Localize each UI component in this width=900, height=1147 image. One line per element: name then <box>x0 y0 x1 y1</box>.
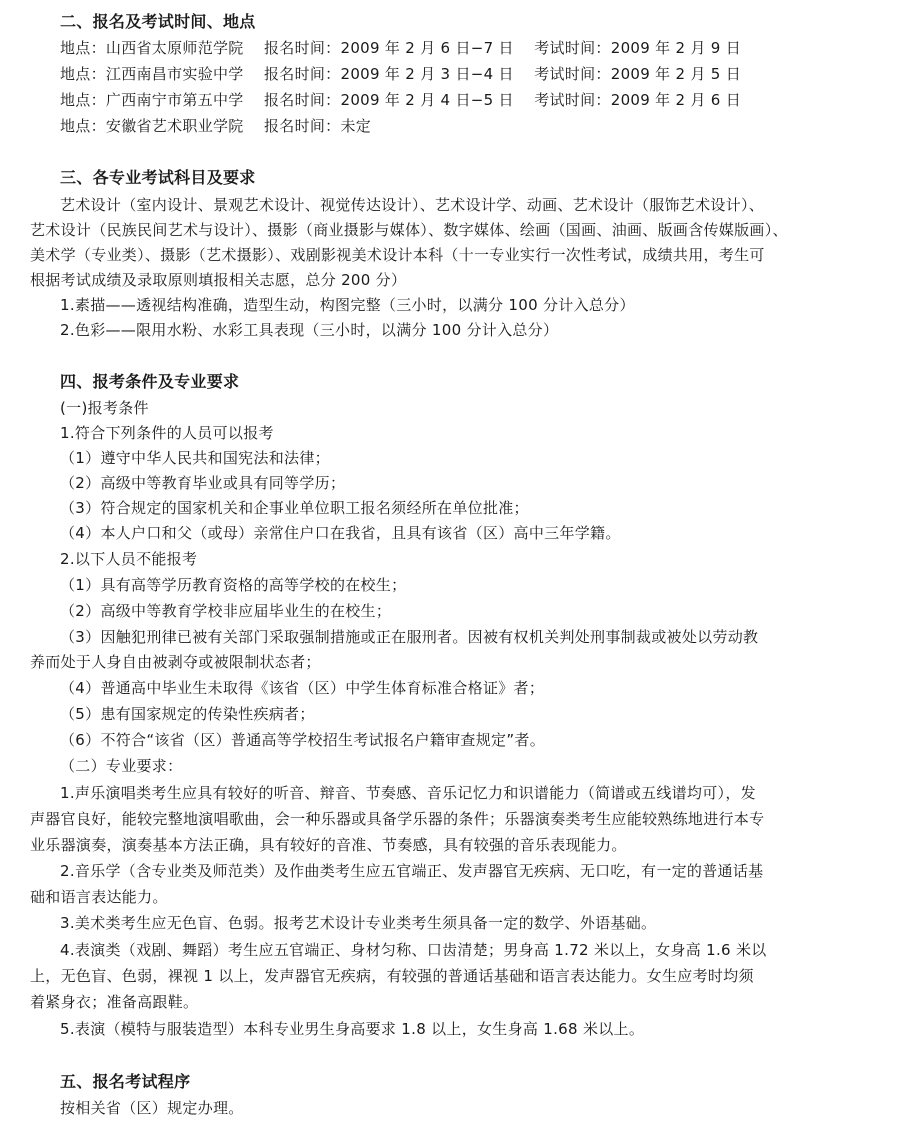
exam-item-color: 2.色彩——限用水粉、水彩工具表现（三小时，以满分 100 分计入总分） <box>60 321 559 339</box>
conditions-line: （5）患有国家规定的传染性疾病者； <box>60 705 315 723</box>
conditions-line: （1）遵守中华人民共和国宪法和法律； <box>60 449 330 467</box>
conditions-line: (一)报考条件 <box>60 399 149 417</box>
conditions-line: 2.以下人员不能报考 <box>60 550 198 568</box>
subjects-paragraph-line: 艺术设计（室内设计、景观艺术设计、视觉传达设计）、艺术设计学、动画、艺术设计（服饰艺术设计）、 <box>60 196 765 214</box>
conditions-line: （3）因触犯刑律已被有关部门采取强制措施或正在服刑者。因被有权机关判处刑事制裁或被处以劳动教 <box>60 628 759 646</box>
subjects-paragraph-line: 艺术设计（民族民间艺术与设计）、摄影（商业摄影与媒体）、数字媒体、绘画（国画、油画、版画含传媒版画）、 <box>30 221 788 239</box>
conditions-line: （6）不符合“该省（区）普通高等学校招生考试报名户籍审查规定”者。 <box>60 731 545 749</box>
section-heading-subjects: 三、各专业考试科目及要求 <box>60 168 256 187</box>
requirements-line: 5.表演（模特与服装造型）本科专业男生身高要求 1.8 以上，女生身高 1.68 米以上。 <box>60 1020 645 1038</box>
conditions-line: 养而处于人身自由被剥夺或被限制状态者； <box>30 653 321 671</box>
conditions-line: （3）符合规定的国家机关和企事业单位职工报名须经所在单位批准； <box>60 499 529 517</box>
section-heading-conditions: 四、报考条件及专业要求 <box>60 372 240 391</box>
requirements-line: 业乐器演奏，演奏基本方法正确，具有较好的音准、节奏感，具有较强的音乐表现能力。 <box>30 836 627 854</box>
requirements-line: 4.表演类（戏剧、舞蹈）考生应五官端正、身材匀称、口齿清楚；男身高 1.72 米以上，女身高 1.6 米以 <box>60 941 767 959</box>
location-row-2: 地点：江西南昌市实验中学 报名时间：2009 年 2 月 3 日−4 日 考试时间：2009 年 2 月 5 日 <box>60 65 742 83</box>
location-row-3: 地点：广西南宁市第五中学 报名时间：2009 年 2 月 4 日−5 日 考试时间：2009 年 2 月 6 日 <box>60 91 742 109</box>
conditions-line: 1.符合下列条件的人员可以报考 <box>60 424 274 442</box>
requirements-line: 声器官良好，能较完整地演唱歌曲，会一种乐器或具备学乐器的条件；乐器演奏类考生应能较熟练地进行本专 <box>30 810 765 828</box>
section-heading-procedure: 五、报名考试程序 <box>60 1072 191 1091</box>
location-row-1: 地点：山西省太原师范学院 报名时间：2009 年 2 月 6 日−7 日 考试时间：2009 年 2 月 9 日 <box>60 39 742 57</box>
subjects-paragraph-line: 美术学（专业类）、摄影（艺术摄影）、戏剧影视美术设计本科（十一专业实行一次性考试，成绩共用，考生可 <box>30 246 765 264</box>
section-heading-registration: 二、报名及考试时间、地点 <box>60 12 256 31</box>
conditions-line: （2）高级中等教育毕业或具有同等学历； <box>60 474 346 492</box>
subjects-paragraph-line: 根据考试成绩及录取原则填报相关志愿，总分 200 分） <box>30 271 407 289</box>
requirements-line: 3.美术类考生应无色盲、色弱。报考艺术设计专业类考生须具备一定的数学、外语基础。 <box>60 914 657 932</box>
procedure-text: 按相关省（区）规定办理。 <box>60 1099 244 1117</box>
conditions-line: （二）专业要求： <box>60 757 183 775</box>
conditions-line: （1）具有高等学历教育资格的高等学校的在校生； <box>60 576 407 594</box>
location-row-4: 地点：安徽省艺术职业学院 报名时间：未定 <box>60 117 372 135</box>
conditions-line: （4）普通高中毕业生未取得《该省（区）中学生体育标准合格证》者； <box>60 679 545 697</box>
conditions-line: （2）高级中等教育学校非应届毕业生的在校生； <box>60 602 392 620</box>
exam-item-sketch: 1.素描——透视结构准确，造型生动，构图完整（三小时，以满分 100 分计入总分） <box>60 296 635 314</box>
requirements-line: 上，无色盲、色弱，裸视 1 以上，发声器官无疾病，有较强的普通话基础和语言表达能力。女生应考时均须 <box>30 967 754 985</box>
requirements-line: 着紧身衣；准备高跟鞋。 <box>30 993 199 1011</box>
requirements-line: 1.声乐演唱类考生应具有较好的听音、辩音、节奏感、音乐记忆力和识谱能力（简谱或五线谱均可），发 <box>60 784 756 802</box>
requirements-line: 2.音乐学（含专业类及师范类）及作曲类考生应五官端正、发声器官无疾病、无口吃，有一定的普通话基 <box>60 862 764 880</box>
conditions-line: （4）本人户口和父（或母）亲常住户口在我省，且具有该省（区）高中三年学籍。 <box>60 524 621 542</box>
requirements-line: 础和语言表达能力。 <box>30 888 168 906</box>
